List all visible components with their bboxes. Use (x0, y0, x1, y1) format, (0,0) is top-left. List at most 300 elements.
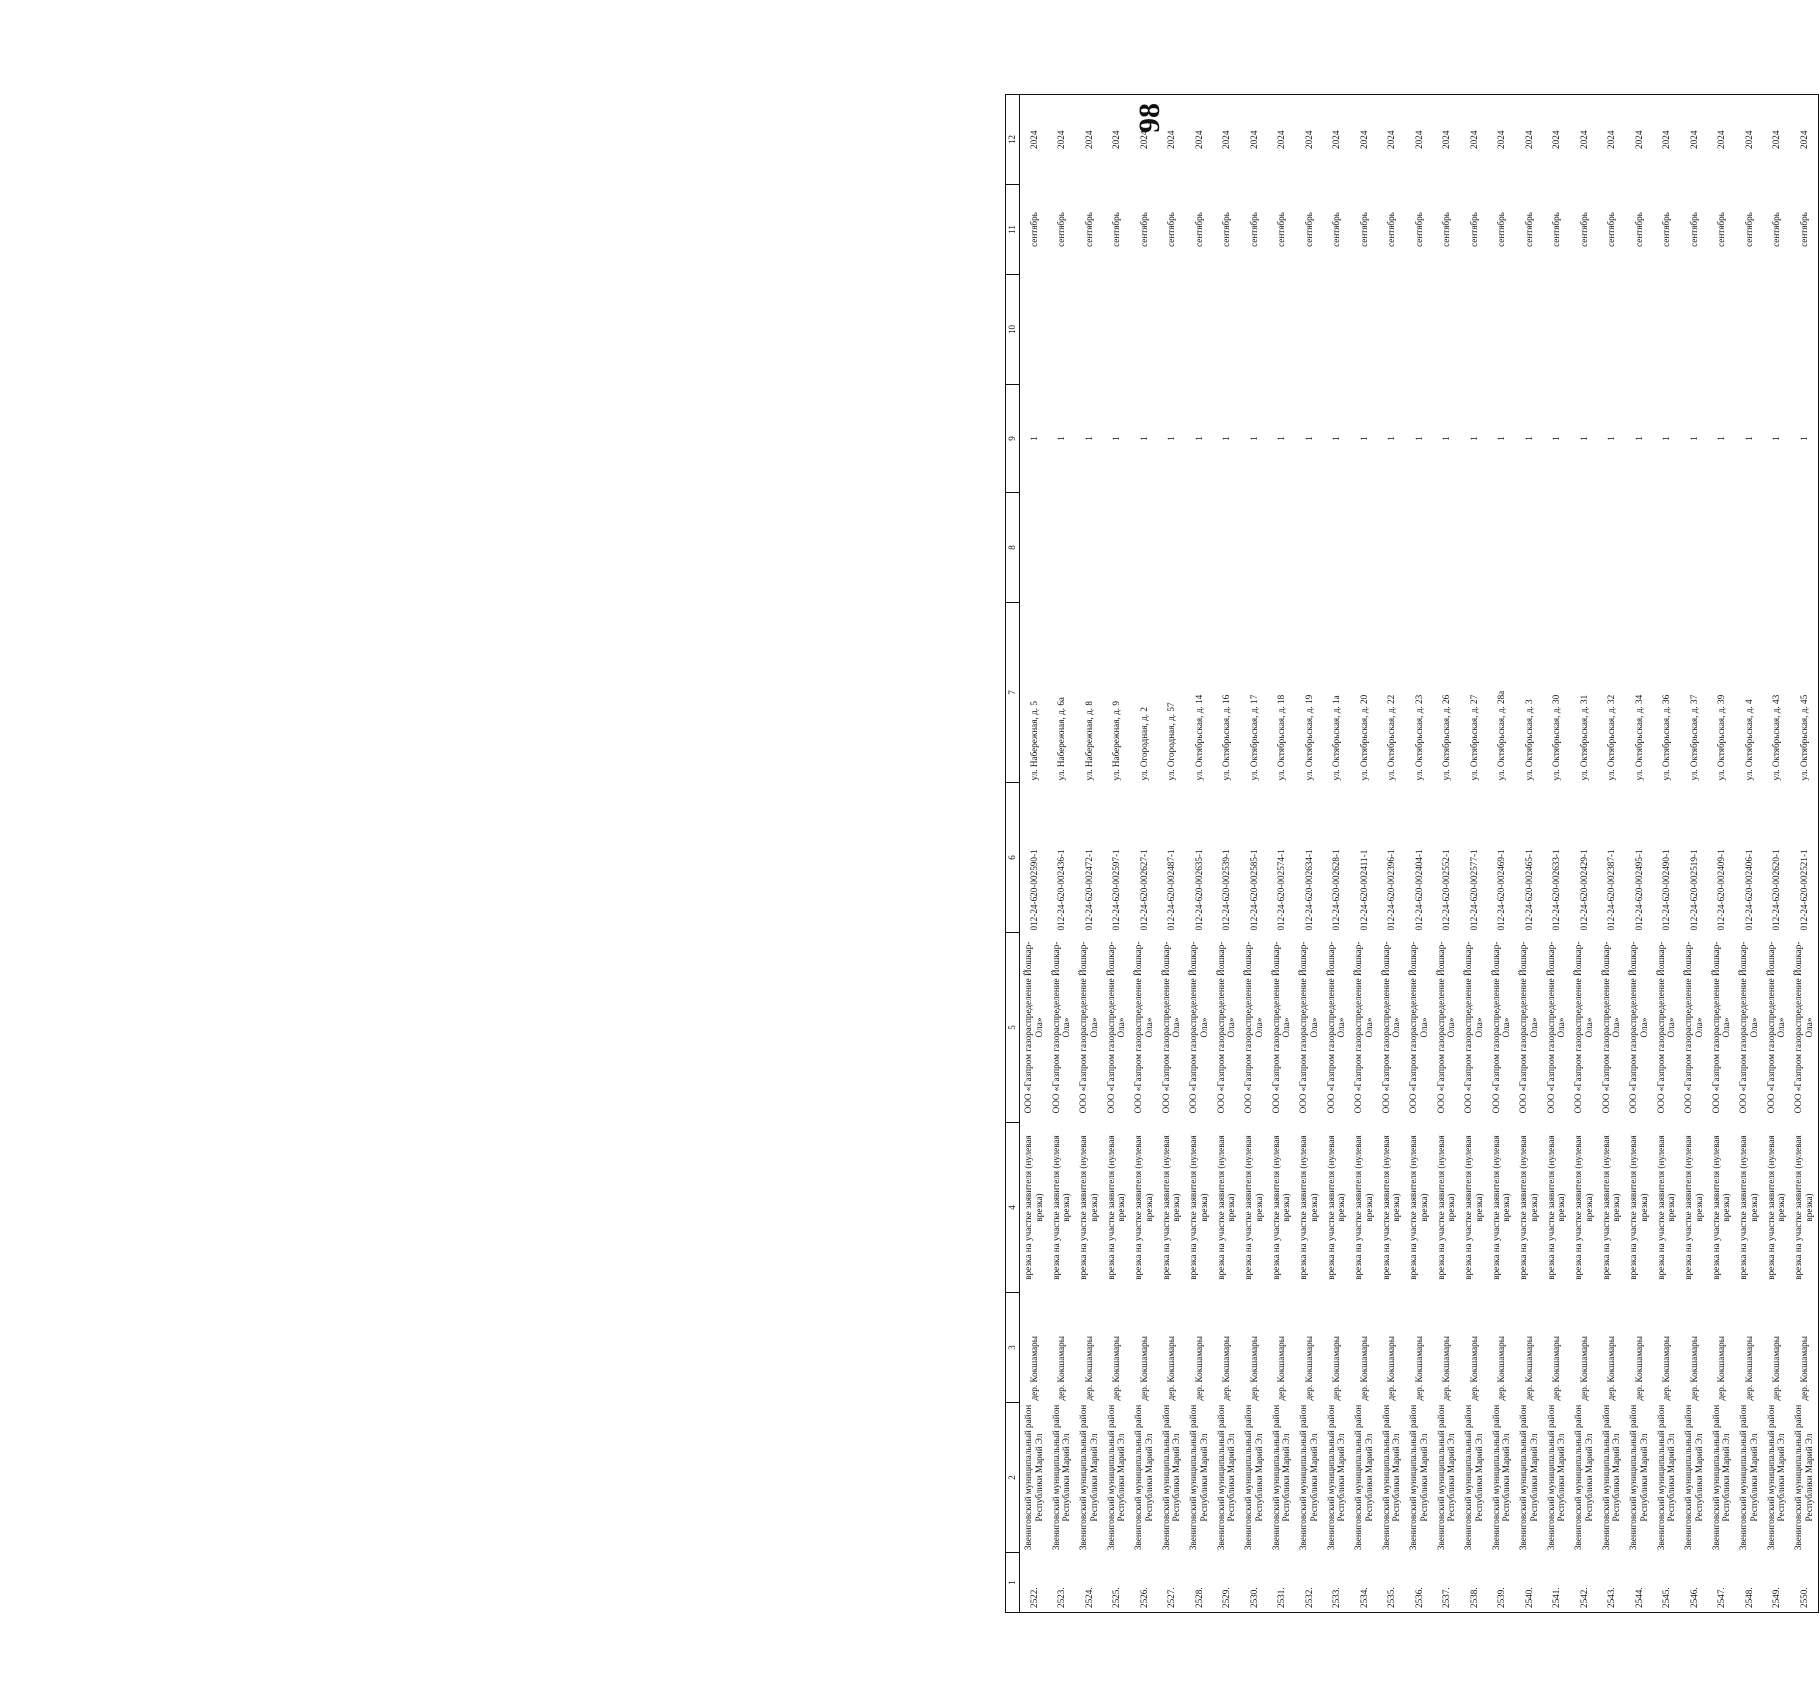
settlement-cell: дер. Кокшамары (1303, 1336, 1314, 1401)
address-cell: ул. Октябрьская, д. 43 (1771, 694, 1782, 781)
district-cell: Звениговский муниципальный район Республики Марий Эл (1408, 1404, 1429, 1551)
column-10-cell (1735, 275, 1763, 385)
column-header-12: 12 (1006, 95, 1020, 185)
application-code-cell: 012-24-620-002585-1 (1248, 849, 1259, 931)
row-number: 2530. (1240, 1553, 1268, 1613)
district-cell: Звениговский муниципальный район Республики Марий Эл (1353, 1404, 1374, 1551)
application-code-cell: 012-24-620-002577-1 (1468, 849, 1479, 931)
column-8-cell (1460, 493, 1488, 603)
year-cell: 2024 (1598, 95, 1626, 185)
row-number: 2534. (1350, 1553, 1378, 1613)
organization-cell: ООО «Газпром газораспределение Йошкар-Ола» (1133, 941, 1154, 1114)
address-cell: ул. Октябрьская, д. 19 (1303, 694, 1314, 781)
quantity-cell: 1 (1028, 436, 1039, 441)
district-cell: Звениговский муниципальный район Республики Марий Эл (1683, 1404, 1704, 1551)
column-header-4: 4 (1006, 1123, 1020, 1293)
organization-cell: ООО «Газпром газораспределение Йошкар-Ола» (1023, 941, 1044, 1114)
settlement-cell: дер. Кокшамары (1716, 1336, 1727, 1401)
column-10-cell (1350, 275, 1378, 385)
row-number: 2523. (1048, 1553, 1076, 1613)
settlement-cell: дер. Кокшамары (1523, 1336, 1534, 1401)
organization-cell: ООО «Газпром газораспределение Йошкар-Ола» (1628, 941, 1649, 1114)
table-row (1488, 95, 1516, 1613)
table-row (1158, 95, 1186, 1613)
table-body (1020, 95, 1819, 1613)
settlement-cell: дер. Кокшамары (1468, 1336, 1479, 1401)
connection-type-cell: врезка на участке заявителя (нулевая врезка) (1188, 1135, 1209, 1280)
address-cell: ул. Октябрьская, д. 4 (1743, 699, 1754, 781)
connection-type-cell: врезка на участке заявителя (нулевая врезка) (1518, 1135, 1539, 1280)
application-code-cell: 012-24-620-002396-1 (1386, 849, 1397, 931)
table-row (1130, 95, 1158, 1613)
district-cell: Звениговский муниципальный район Республики Марий Эл (1518, 1404, 1539, 1551)
row-number: 2538. (1460, 1553, 1488, 1613)
connection-type-cell: врезка на участке заявителя (нулевая врезка) (1160, 1135, 1182, 1280)
table-row (1735, 95, 1763, 1613)
district-cell: Звениговский муниципальный район Республики Марий Эл (1655, 1404, 1677, 1551)
row-number: 2533. (1323, 1553, 1351, 1613)
column-10-cell (1653, 275, 1681, 385)
month-cell: сентябрь (1661, 212, 1672, 247)
column-10-cell (1790, 275, 1818, 385)
application-code-cell: 012-24-620-002620-1 (1771, 849, 1782, 931)
month-cell: сентябрь (1716, 212, 1727, 247)
connection-type-cell: врезка на участке заявителя (нулевая врезка) (1380, 1135, 1402, 1280)
column-10-cell (1378, 275, 1406, 385)
district-cell: Звениговский муниципальный район Республики Марий Эл (1105, 1404, 1127, 1551)
column-header-9: 9 (1006, 385, 1020, 493)
address-cell: ул. Октябрьская, д. 45 (1790, 603, 1818, 783)
connection-type-cell: врезка на участке заявителя (нулевая врезка) (1655, 1135, 1677, 1280)
organization-cell: ООО «Газпром газораспределение Йошкар-Ола» (1270, 941, 1292, 1114)
quantity-cell: 1 (1578, 436, 1589, 441)
settlement-cell: дер. Кокшамары (1193, 1336, 1204, 1401)
application-code-cell: 012-24-620-002495-1 (1633, 849, 1644, 931)
column-8-cell (1488, 493, 1516, 603)
column-10-cell (1598, 275, 1626, 385)
address-cell: ул. Октябрьская, д. 34 (1633, 694, 1644, 781)
row-number: 2545. (1653, 1553, 1681, 1613)
address-cell: ул. Огородная, д. 57 (1166, 702, 1177, 781)
quantity-cell: 1 (1083, 436, 1094, 441)
connection-type-cell: врезка на участке заявителя (нулевая врезка) (1353, 1135, 1374, 1280)
district-cell: Звениговский муниципальный район Республики Марий Эл (1628, 1404, 1649, 1551)
application-code-cell: 012-24-620-002429-1 (1578, 849, 1589, 931)
quantity-cell: 1 (1551, 436, 1562, 441)
address-cell: ул. Набережная, д. 8 (1083, 701, 1094, 781)
row-number: 2524. (1075, 1553, 1103, 1613)
row-number: 2539. (1488, 1553, 1516, 1613)
quantity-cell: 1 (1468, 436, 1479, 441)
connection-type-cell: врезка на участке заявителя (нулевая врезка) (1078, 1135, 1099, 1280)
settlement-cell: дер. Кокшамары (1386, 1336, 1397, 1401)
row-number: 2535. (1378, 1553, 1406, 1613)
connection-type-cell: врезка на участке заявителя (нулевая врезка) (1463, 1135, 1484, 1280)
organization-cell: ООО «Газпром газораспределение Йошкар-Ола» (1215, 941, 1237, 1114)
address-cell: ул. Октябрьская, д. 23 (1413, 694, 1424, 781)
column-8-cell (1295, 493, 1323, 603)
connection-type-cell: врезка на участке заявителя (нулевая врезка) (1545, 1135, 1567, 1280)
column-10-cell (1130, 275, 1158, 385)
settlement-cell: дер. Кокшамары (1056, 1336, 1067, 1401)
quantity-cell: 1 (1413, 436, 1424, 441)
column-8-cell (1378, 493, 1406, 603)
year-cell: 2024 (1268, 95, 1296, 185)
column-8-cell (1598, 493, 1626, 603)
district-cell: Звениговский муниципальный район Республики Марий Эл (1243, 1404, 1264, 1551)
application-code-cell: 012-24-620-002628-1 (1331, 849, 1342, 931)
organization-cell: ООО «Газпром газораспределение Йошкар-Ола» (1518, 941, 1539, 1114)
address-cell: ул. Октябрьская, д. 26 (1441, 694, 1452, 781)
year-cell: 2024 (1488, 95, 1516, 185)
year-cell: 2024 (1048, 95, 1076, 185)
quantity-cell: 1 (1276, 436, 1287, 441)
settlement-cell: дер. Кокшамары (1743, 1336, 1754, 1401)
month-cell: сентябрь (1790, 185, 1818, 275)
row-number: 2529. (1213, 1553, 1241, 1613)
column-8-cell (1735, 493, 1763, 603)
table-row (1680, 95, 1708, 1613)
quantity-cell: 1 (1111, 436, 1122, 441)
address-cell: ул. Октябрьская, д. 16 (1221, 694, 1232, 781)
organization-cell: ООО «Газпром газораспределение Йошкар-Ола» (1105, 941, 1127, 1114)
organization-cell: ООО «Газпром газораспределение Йошкар-Ола» (1160, 941, 1182, 1114)
month-cell: сентябрь (1276, 212, 1287, 247)
row-number: 2543. (1598, 1553, 1626, 1613)
year-cell: 2024 (1625, 95, 1653, 185)
connection-type-cell: врезка на участке заявителя (нулевая врезка) (1298, 1135, 1319, 1280)
column-8-cell (1130, 493, 1158, 603)
column-10-cell (1048, 275, 1076, 385)
quantity-cell: 1 (1661, 436, 1672, 441)
application-code-cell: 012-24-620-002634-1 (1303, 849, 1314, 931)
organization-cell: ООО «Газпром газораспределение Йошкар-Ола» (1380, 941, 1402, 1114)
district-cell: Звениговский муниципальный район Республики Марий Эл (1573, 1404, 1594, 1551)
column-10-cell (1570, 275, 1598, 385)
address-cell: ул. Октябрьская, д. 17 (1248, 694, 1259, 781)
column-10-cell (1488, 275, 1516, 385)
table-row (1460, 95, 1488, 1613)
quantity-cell: 1 (1386, 436, 1397, 441)
year-cell: 2024 (1020, 95, 1048, 185)
connection-type-cell: врезка на участке заявителя (нулевая врезка) (1325, 1135, 1347, 1280)
column-10-cell (1460, 275, 1488, 385)
table-row (1433, 95, 1461, 1613)
table-row (1350, 95, 1378, 1613)
table-row (1103, 95, 1131, 1613)
row-number: 2550. (1790, 1553, 1818, 1613)
district-cell: Звениговский муниципальный район Республики Марий Эл (1790, 1403, 1818, 1553)
month-cell: сентябрь (1303, 212, 1314, 247)
connection-type-cell: врезка на участке заявителя (нулевая врезка) (1790, 1123, 1818, 1293)
column-10-cell (1515, 275, 1543, 385)
month-cell: сентябрь (1028, 212, 1039, 247)
connection-type-cell: врезка на участке заявителя (нулевая врезка) (1270, 1135, 1292, 1280)
column-10-cell (1433, 275, 1461, 385)
month-cell: сентябрь (1578, 212, 1589, 247)
settlement-cell: дер. Кокшамары (1688, 1336, 1699, 1401)
column-header-2: 2 (1006, 1403, 1020, 1553)
connection-type-cell: врезка на участке заявителя (нулевая врезка) (1490, 1135, 1512, 1280)
quantity-cell: 1 (1771, 436, 1782, 441)
month-cell: сентябрь (1083, 212, 1094, 247)
year-cell: 2024 (1213, 95, 1241, 185)
row-number: 2522. (1020, 1553, 1048, 1613)
application-code-cell: 012-24-620-002411-1 (1358, 849, 1369, 931)
quantity-cell: 1 (1716, 436, 1727, 441)
table-row (1763, 95, 1791, 1613)
month-cell: сентябрь (1193, 212, 1204, 247)
address-cell: ул. Октябрьская, д. 39 (1716, 694, 1727, 781)
settlement-cell: дер. Кокшамары (1083, 1336, 1094, 1401)
row-number: 2541. (1543, 1553, 1571, 1613)
year-cell: 2024 (1075, 95, 1103, 185)
quantity-cell: 1 (1056, 436, 1067, 441)
month-cell: сентябрь (1358, 212, 1369, 247)
quantity-cell: 1 (1688, 436, 1699, 441)
application-code-cell: 012-24-620-002387-1 (1606, 849, 1617, 931)
row-number: 2546. (1680, 1553, 1708, 1613)
district-cell: Звениговский муниципальный район Республики Марий Эл (1050, 1404, 1072, 1551)
month-cell: сентябрь (1138, 212, 1149, 247)
quantity-cell: 1 (1358, 436, 1369, 441)
table-row (1625, 95, 1653, 1613)
connection-type-cell: врезка на участке заявителя (нулевая врезка) (1710, 1135, 1732, 1280)
year-cell: 2024 (1295, 95, 1323, 185)
month-cell: сентябрь (1496, 212, 1507, 247)
table-row (1048, 95, 1076, 1613)
application-code-cell: 012-24-620-002490-1 (1661, 849, 1672, 931)
column-8-cell (1405, 493, 1433, 603)
year-cell: 2024 (1323, 95, 1351, 185)
row-number: 2528. (1185, 1553, 1213, 1613)
column-8-cell (1268, 493, 1296, 603)
connection-type-cell: врезка на участке заявителя (нулевая врезка) (1765, 1135, 1787, 1280)
application-code-cell: 012-24-620-002404-1 (1413, 849, 1424, 931)
district-cell: Звениговский муниципальный район Республики Марий Эл (1463, 1404, 1484, 1551)
district-cell: Звениговский муниципальный район Республики Марий Эл (1160, 1404, 1182, 1551)
quantity-cell: 1 (1441, 436, 1452, 441)
district-cell: Звениговский муниципальный район Республики Марий Эл (1490, 1404, 1512, 1551)
column-header-1: 1 (1006, 1553, 1020, 1613)
organization-cell: ООО «Газпром газораспределение Йошкар-Ола» (1408, 941, 1429, 1114)
application-code-cell: 012-24-620-002627-1 (1138, 849, 1149, 931)
address-cell: ул. Октябрьская, д. 37 (1688, 694, 1699, 781)
connection-type-cell: врезка на участке заявителя (нулевая врезка) (1600, 1135, 1622, 1280)
address-cell: ул. Октябрьская, д. 22 (1386, 694, 1397, 781)
organization-cell: ООО «Газпром газораспределение Йошкар-Ола» (1683, 941, 1704, 1114)
quantity-cell: 1 (1193, 436, 1204, 441)
address-cell: ул. Октябрьская, д. 18 (1276, 694, 1287, 781)
district-cell: Звениговский муниципальный район Республики Марий Эл (1435, 1404, 1457, 1551)
connection-type-cell: врезка на участке заявителя (нулевая врезка) (1738, 1135, 1759, 1280)
district-cell: Звениговский муниципальный район Республики Марий Эл (1710, 1404, 1732, 1551)
address-cell: ул. Октябрьская, д. 20 (1358, 694, 1369, 781)
connection-type-cell: врезка на участке заявителя (нулевая врезка) (1023, 1135, 1044, 1280)
settlement-cell: дер. Кокшамары (1331, 1336, 1342, 1401)
year-cell: 2024 (1350, 95, 1378, 185)
organization-cell: ООО «Газпром газораспределение Йошкар-Ола» (1710, 941, 1732, 1114)
address-cell: ул. Октябрьская, д. 3 (1523, 699, 1534, 781)
column-10-cell (1543, 275, 1571, 385)
application-code-cell: 012-24-620-002590-1 (1028, 849, 1039, 931)
quantity-cell: 1 (1496, 436, 1507, 441)
gasification-table (1005, 94, 1819, 1613)
column-8-cell (1515, 493, 1543, 603)
organization-cell: ООО «Газпром газораспределение Йошкар-Ола» (1545, 941, 1567, 1114)
settlement-cell: дер. Кокшамары (1221, 1336, 1232, 1401)
district-cell: Звениговский муниципальный район Республики Марий Эл (1325, 1404, 1347, 1551)
application-code-cell: 012-24-620-002519-1 (1688, 849, 1699, 931)
row-number: 2542. (1570, 1553, 1598, 1613)
connection-type-cell: врезка на участке заявителя (нулевая врезка) (1050, 1135, 1072, 1280)
year-cell: 2024 (1158, 95, 1186, 185)
month-cell: сентябрь (1551, 212, 1562, 247)
district-cell: Звениговский муниципальный район Республики Марий Эл (1133, 1404, 1154, 1551)
organization-cell: ООО «Газпром газораспределение Йошкар-Ола» (1078, 941, 1099, 1114)
settlement-cell: дер. Кокшамары (1138, 1336, 1149, 1401)
row-number: 2547. (1708, 1553, 1736, 1613)
application-code-cell: 012-24-620-002521-1 (1790, 783, 1818, 933)
year-cell: 2024 (1460, 95, 1488, 185)
address-cell: ул. Октябрьская, д. 27 (1468, 694, 1479, 781)
row-number: 2544. (1625, 1553, 1653, 1613)
month-cell: сентябрь (1606, 212, 1617, 247)
quantity-cell: 1 (1606, 436, 1617, 441)
month-cell: сентябрь (1221, 212, 1232, 247)
row-number: 2526. (1130, 1553, 1158, 1613)
row-number: 2532. (1295, 1553, 1323, 1613)
application-code-cell: 012-24-620-002409-1 (1716, 849, 1727, 931)
district-cell: Звениговский муниципальный район Республики Марий Эл (1215, 1404, 1237, 1551)
year-cell: 2024 (1543, 95, 1571, 185)
quantity-cell: 1 (1743, 436, 1754, 441)
rotated-table-container (1005, 94, 1819, 1613)
page-number: 98 (1133, 103, 1166, 133)
month-cell: сентябрь (1111, 212, 1122, 247)
year-cell: 2024 (1515, 95, 1543, 185)
quantity-cell: 1 (1248, 436, 1259, 441)
organization-cell: ООО «Газпром газораспределение Йошкар-Ола» (1050, 941, 1072, 1114)
month-cell: сентябрь (1633, 212, 1644, 247)
column-8-cell (1323, 493, 1351, 603)
settlement-cell: дер. Кокшамары (1111, 1336, 1122, 1401)
connection-type-cell: врезка на участке заявителя (нулевая врезка) (1573, 1135, 1594, 1280)
district-cell: Звениговский муниципальный район Республики Марий Эл (1380, 1404, 1402, 1551)
column-8-cell (1790, 493, 1818, 603)
application-code-cell: 012-24-620-002472-1 (1083, 849, 1094, 931)
table-row (1708, 95, 1736, 1613)
address-cell: ул. Октябрьская, д. 1а (1331, 695, 1342, 781)
organization-cell: ООО «Газпром газораспределение Йошкар-Ола» (1298, 941, 1319, 1114)
organization-cell: ООО «Газпром газораспределение Йошкар-Ола» (1765, 941, 1787, 1114)
address-cell: ул. Октябрьская, д. 36 (1661, 694, 1672, 781)
table-row (1570, 95, 1598, 1613)
connection-type-cell: врезка на участке заявителя (нулевая врезка) (1683, 1135, 1704, 1280)
column-10-cell (1213, 275, 1241, 385)
month-cell: сентябрь (1056, 212, 1067, 247)
organization-cell: ООО «Газпром газораспределение Йошкар-Ола» (1790, 933, 1818, 1123)
organization-cell: ООО «Газпром газораспределение Йошкар-Ола» (1243, 941, 1264, 1114)
settlement-cell: дер. Кокшамары (1661, 1336, 1672, 1401)
column-8-cell (1240, 493, 1268, 603)
address-cell: ул. Набережная, д. 9 (1111, 701, 1122, 781)
column-8-cell (1433, 493, 1461, 603)
organization-cell: ООО «Газпром газораспределение Йошкар-Ола» (1325, 941, 1347, 1114)
column-10-cell (1075, 275, 1103, 385)
row-number: 2537. (1433, 1553, 1461, 1613)
settlement-cell: дер. Кокшамары (1166, 1336, 1177, 1401)
year-cell: 2024 (1790, 95, 1818, 185)
district-cell: Звениговский муниципальный район Республики Марий Эл (1023, 1404, 1044, 1551)
year-cell: 2024 (1130, 95, 1158, 185)
table-row (1075, 95, 1103, 1613)
settlement-cell: дер. Кокшамары (1276, 1336, 1287, 1401)
district-cell: Звениговский муниципальный район Республики Марий Эл (1298, 1404, 1319, 1551)
month-cell: сентябрь (1771, 212, 1782, 247)
table-row (1295, 95, 1323, 1613)
organization-cell: ООО «Газпром газораспределение Йошкар-Ола» (1738, 941, 1759, 1114)
column-8-cell (1625, 493, 1653, 603)
column-8-cell (1213, 493, 1241, 603)
column-10-cell (1185, 275, 1213, 385)
year-cell: 2024 (1735, 95, 1763, 185)
quantity-cell: 1 (1138, 436, 1149, 441)
address-cell: ул. Октябрьская, д. 30 (1551, 694, 1562, 781)
column-8-cell (1763, 493, 1791, 603)
row-number: 2536. (1405, 1553, 1433, 1613)
connection-type-cell: врезка на участке заявителя (нулевая врезка) (1408, 1135, 1429, 1280)
row-number: 2548. (1735, 1553, 1763, 1613)
settlement-cell: дер. Кокшамары (1413, 1336, 1424, 1401)
column-10-cell (1103, 275, 1131, 385)
row-number: 2549. (1763, 1553, 1791, 1613)
organization-cell: ООО «Газпром газораспределение Йошкар-Ола» (1490, 941, 1512, 1114)
application-code-cell: 012-24-620-002465-1 (1523, 849, 1534, 931)
column-header-11: 11 (1006, 185, 1020, 275)
application-code-cell: 012-24-620-002552-1 (1441, 849, 1452, 931)
year-cell: 2024 (1103, 95, 1131, 185)
column-10-cell (1295, 275, 1323, 385)
year-cell: 2024 (1433, 95, 1461, 185)
column-10-cell (1158, 275, 1186, 385)
district-cell: Звениговский муниципальный район Республики Марий Эл (1545, 1404, 1567, 1551)
application-code-cell: 012-24-620-002597-1 (1111, 849, 1122, 931)
address-cell: ул. Октябрьская, д. 28а (1496, 690, 1507, 781)
address-cell: ул. Набережная, д. 5 (1028, 701, 1039, 781)
quantity-cell: 1 (1331, 436, 1342, 441)
year-cell: 2024 (1240, 95, 1268, 185)
column-8-cell (1653, 493, 1681, 603)
column-8-cell (1543, 493, 1571, 603)
year-cell: 2024 (1570, 95, 1598, 185)
month-cell: сентябрь (1386, 212, 1397, 247)
month-cell: сентябрь (1441, 212, 1452, 247)
table-row (1185, 95, 1213, 1613)
application-code-cell: 012-24-620-002436-1 (1056, 849, 1067, 931)
table-row (1405, 95, 1433, 1613)
column-header-3: 3 (1006, 1293, 1020, 1403)
settlement-cell: дер. Кокшамары (1578, 1336, 1589, 1401)
month-cell: сентябрь (1743, 212, 1754, 247)
month-cell: сентябрь (1688, 212, 1699, 247)
header-row (1006, 95, 1020, 1613)
connection-type-cell: врезка на участке заявителя (нулевая врезка) (1133, 1135, 1154, 1280)
settlement-cell: дер. Кокшамары (1790, 1293, 1818, 1403)
quantity-cell: 1 (1166, 436, 1177, 441)
table-row (1213, 95, 1241, 1613)
quantity-cell: 1 (1633, 436, 1644, 441)
